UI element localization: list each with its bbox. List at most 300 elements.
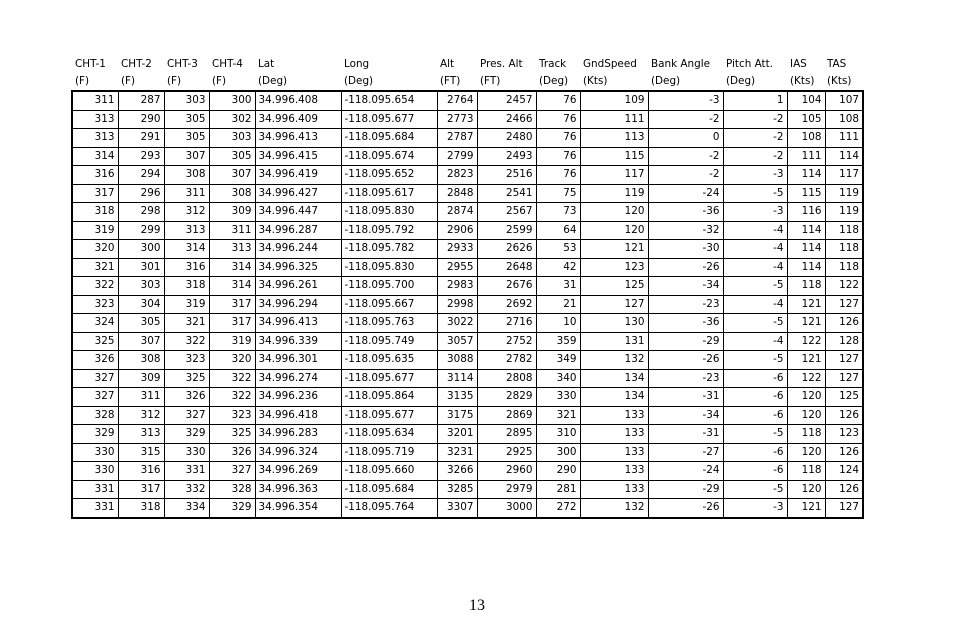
page-number: 13 <box>469 597 485 614</box>
table-cell: 2808 <box>477 369 536 388</box>
table-cell: 2676 <box>477 277 536 296</box>
table-cell: 322 <box>72 277 118 296</box>
table-cell: -30 <box>648 240 723 259</box>
table-cell: 111 <box>787 147 825 166</box>
table-cell: -4 <box>723 295 787 314</box>
table-cell: -31 <box>648 388 723 407</box>
table-cell: 118 <box>787 277 825 296</box>
table-row <box>72 295 863 314</box>
table-cell: 322 <box>209 388 255 407</box>
table-cell: 125 <box>580 277 648 296</box>
column-header: CHT-3 <box>167 58 198 70</box>
table-cell: 2457 <box>477 91 536 110</box>
table-cell: 2848 <box>437 184 477 203</box>
table-cell: 326 <box>72 351 118 370</box>
table-cell: 76 <box>536 129 580 148</box>
table-cell: 34.996.409 <box>255 110 341 129</box>
table-cell: 2541 <box>477 184 536 203</box>
table-row <box>72 184 863 203</box>
table-cell: 322 <box>164 332 209 351</box>
table-cell: 126 <box>825 406 863 425</box>
table-cell: -118.095.677 <box>341 369 437 388</box>
table-cell: -118.095.654 <box>341 91 437 110</box>
table-cell: -23 <box>648 369 723 388</box>
table-cell: 313 <box>72 129 118 148</box>
table-cell: 34.996.261 <box>255 277 341 296</box>
table-cell: 298 <box>118 203 164 222</box>
table-cell: 120 <box>580 203 648 222</box>
table-cell: 2979 <box>477 480 536 499</box>
table-cell: -2 <box>723 129 787 148</box>
table-cell: 3088 <box>437 351 477 370</box>
table-cell: 3175 <box>437 406 477 425</box>
table-cell: 305 <box>164 129 209 148</box>
table-cell: -118.095.635 <box>341 351 437 370</box>
table-cell: 117 <box>825 166 863 185</box>
table-cell: 2493 <box>477 147 536 166</box>
table-cell: 114 <box>787 258 825 277</box>
table-cell: 309 <box>209 203 255 222</box>
table-cell: 105 <box>787 110 825 129</box>
table-cell: 2626 <box>477 240 536 259</box>
table-cell: 290 <box>536 462 580 481</box>
table-cell: 34.996.283 <box>255 425 341 444</box>
table-cell: 331 <box>72 480 118 499</box>
table-row <box>72 203 863 222</box>
table-row <box>72 351 863 370</box>
table-cell: -118.095.864 <box>341 388 437 407</box>
column-header: Alt <box>440 58 455 70</box>
table-cell: 34.996.418 <box>255 406 341 425</box>
table-cell: 76 <box>536 166 580 185</box>
table-cell: 34.996.274 <box>255 369 341 388</box>
table-cell: 118 <box>787 425 825 444</box>
table-cell: 307 <box>164 147 209 166</box>
column-unit: (Deg) <box>539 75 569 87</box>
table-row <box>72 277 863 296</box>
table-cell: -118.095.700 <box>341 277 437 296</box>
table-cell: 34.996.363 <box>255 480 341 499</box>
table-cell: 118 <box>825 240 863 259</box>
table-cell: 325 <box>72 332 118 351</box>
table-row <box>72 480 863 499</box>
table-cell: 303 <box>164 91 209 110</box>
table-cell: 311 <box>118 388 164 407</box>
table-row <box>72 110 863 129</box>
table-cell: -3 <box>648 91 723 110</box>
table-cell: 308 <box>209 184 255 203</box>
table-cell: -6 <box>723 388 787 407</box>
table-cell: 118 <box>825 258 863 277</box>
table-cell: 115 <box>580 147 648 166</box>
table-cell: 34.996.301 <box>255 351 341 370</box>
table-cell: 329 <box>72 425 118 444</box>
table-cell: -5 <box>723 351 787 370</box>
table-cell: -6 <box>723 369 787 388</box>
table-cell: -26 <box>648 258 723 277</box>
table-cell: 312 <box>118 406 164 425</box>
table-cell: 1 <box>723 91 787 110</box>
table-cell: 308 <box>164 166 209 185</box>
table-cell: 2925 <box>477 443 536 462</box>
table-cell: -5 <box>723 480 787 499</box>
table-cell: -118.095.652 <box>341 166 437 185</box>
table-cell: 318 <box>164 277 209 296</box>
table-cell: 34.996.269 <box>255 462 341 481</box>
flight-data-table <box>71 56 864 519</box>
header-row-units <box>72 73 863 91</box>
table-cell: 314 <box>72 147 118 166</box>
table-cell: -118.095.830 <box>341 258 437 277</box>
table-cell: 133 <box>580 406 648 425</box>
table-cell: -118.095.792 <box>341 221 437 240</box>
table-cell: -27 <box>648 443 723 462</box>
table-cell: -31 <box>648 425 723 444</box>
table-cell: 126 <box>825 314 863 333</box>
table-cell: -26 <box>648 499 723 518</box>
column-header: Lat <box>258 58 275 70</box>
table-cell: 305 <box>209 147 255 166</box>
column-unit: (Kts) <box>827 75 852 87</box>
table-cell: 120 <box>787 443 825 462</box>
table-cell: 119 <box>825 203 863 222</box>
table-row <box>72 332 863 351</box>
table-cell: 317 <box>209 295 255 314</box>
table-cell: 2933 <box>437 240 477 259</box>
table-cell: -118.095.674 <box>341 147 437 166</box>
table-cell: 287 <box>118 91 164 110</box>
table-cell: 310 <box>536 425 580 444</box>
table-cell: 328 <box>209 480 255 499</box>
table-cell: 328 <box>72 406 118 425</box>
table-cell: 2782 <box>477 351 536 370</box>
table-cell: 291 <box>118 129 164 148</box>
table-cell: 108 <box>825 110 863 129</box>
table-cell: -5 <box>723 184 787 203</box>
table-cell: 2516 <box>477 166 536 185</box>
table-cell: 330 <box>164 443 209 462</box>
table-cell: -4 <box>723 240 787 259</box>
column-unit: (Kts) <box>583 75 608 87</box>
table-cell: 290 <box>118 110 164 129</box>
table-cell: 128 <box>825 332 863 351</box>
table-cell: 2829 <box>477 388 536 407</box>
table-cell: 132 <box>580 351 648 370</box>
table-cell: 330 <box>536 388 580 407</box>
table-cell: 305 <box>118 314 164 333</box>
table-cell: -118.095.763 <box>341 314 437 333</box>
table-cell: 317 <box>72 184 118 203</box>
table-cell: 73 <box>536 203 580 222</box>
table-cell: -118.095.782 <box>341 240 437 259</box>
table-cell: 2955 <box>437 258 477 277</box>
table-cell: 34.996.408 <box>255 91 341 110</box>
table-cell: 309 <box>118 369 164 388</box>
table-cell: 321 <box>164 314 209 333</box>
table-cell: 131 <box>580 332 648 351</box>
table-cell: 34.996.244 <box>255 240 341 259</box>
table-cell: 303 <box>118 277 164 296</box>
column-header: Track <box>539 58 567 70</box>
table-cell: -24 <box>648 184 723 203</box>
table-cell: 302 <box>209 110 255 129</box>
column-header: CHT-1 <box>75 58 106 70</box>
table-cell: 319 <box>209 332 255 351</box>
table-cell: 133 <box>580 443 648 462</box>
table-cell: 318 <box>72 203 118 222</box>
column-unit: (Deg) <box>726 75 756 87</box>
table-cell: 321 <box>72 258 118 277</box>
table-cell: -29 <box>648 332 723 351</box>
table-cell: 34.996.415 <box>255 147 341 166</box>
table-cell: 115 <box>787 184 825 203</box>
table-cell: 2692 <box>477 295 536 314</box>
table-row <box>72 314 863 333</box>
table-cell: 324 <box>72 314 118 333</box>
table-row <box>72 147 863 166</box>
table-cell: 76 <box>536 110 580 129</box>
table-cell: -3 <box>723 166 787 185</box>
table-cell: 34.996.325 <box>255 258 341 277</box>
column-header: GndSpeed <box>583 58 637 70</box>
table-cell: 119 <box>580 184 648 203</box>
table-cell: -36 <box>648 314 723 333</box>
table-cell: 329 <box>164 425 209 444</box>
table-cell: 331 <box>72 499 118 518</box>
table-cell: 34.996.419 <box>255 166 341 185</box>
column-header: TAS <box>827 58 847 70</box>
table-cell: 2752 <box>477 332 536 351</box>
table-row <box>72 388 863 407</box>
table-cell: -36 <box>648 203 723 222</box>
table-cell: 53 <box>536 240 580 259</box>
table-cell: 122 <box>825 277 863 296</box>
column-header: Pres. Alt <box>480 58 523 70</box>
table-cell: 2983 <box>437 277 477 296</box>
table-cell: 3307 <box>437 499 477 518</box>
table-cell: 311 <box>209 221 255 240</box>
table-cell: 316 <box>164 258 209 277</box>
table-cell: 130 <box>580 314 648 333</box>
table-cell: 114 <box>787 221 825 240</box>
table-cell: -4 <box>723 258 787 277</box>
table-cell: 318 <box>118 499 164 518</box>
table-cell: 3114 <box>437 369 477 388</box>
table-cell: 349 <box>536 351 580 370</box>
table-cell: 125 <box>825 388 863 407</box>
table-cell: 299 <box>118 221 164 240</box>
table-cell: 325 <box>164 369 209 388</box>
table-cell: 34.996.427 <box>255 184 341 203</box>
table-cell: 311 <box>72 91 118 110</box>
column-header: Long <box>344 58 370 70</box>
column-unit: (FT) <box>480 75 501 87</box>
table-cell: 320 <box>209 351 255 370</box>
table-cell: 75 <box>536 184 580 203</box>
table-cell: 334 <box>164 499 209 518</box>
column-header: Bank Angle <box>651 58 710 70</box>
column-unit: (Kts) <box>790 75 815 87</box>
table-cell: 2773 <box>437 110 477 129</box>
table-cell: -118.095.749 <box>341 332 437 351</box>
table-cell: -6 <box>723 443 787 462</box>
table-cell: 281 <box>536 480 580 499</box>
table-cell: 2895 <box>477 425 536 444</box>
table-cell: 2799 <box>437 147 477 166</box>
table-cell: 332 <box>164 480 209 499</box>
table-cell: 331 <box>164 462 209 481</box>
column-unit: (Deg) <box>258 75 288 87</box>
table-cell: 323 <box>164 351 209 370</box>
table-cell: 34.996.354 <box>255 499 341 518</box>
table-cell: -118.095.667 <box>341 295 437 314</box>
table-cell: 10 <box>536 314 580 333</box>
table-cell: 3135 <box>437 388 477 407</box>
table-cell: -23 <box>648 295 723 314</box>
table-cell: 314 <box>209 258 255 277</box>
table-cell: 31 <box>536 277 580 296</box>
table-cell: 2960 <box>477 462 536 481</box>
table-row <box>72 240 863 259</box>
table-cell: 64 <box>536 221 580 240</box>
table-cell: 301 <box>118 258 164 277</box>
table-cell: 21 <box>536 295 580 314</box>
table-cell: 127 <box>825 351 863 370</box>
table-cell: 107 <box>825 91 863 110</box>
table-cell: -118.095.677 <box>341 110 437 129</box>
column-unit: (FT) <box>440 75 461 87</box>
table-cell: 117 <box>580 166 648 185</box>
table-cell: -5 <box>723 314 787 333</box>
table-cell: -118.095.677 <box>341 406 437 425</box>
table-cell: 121 <box>787 295 825 314</box>
table-cell: 111 <box>580 110 648 129</box>
table-cell: 76 <box>536 147 580 166</box>
table-cell: -6 <box>723 406 787 425</box>
table-cell: 2716 <box>477 314 536 333</box>
table-cell: 3000 <box>477 499 536 518</box>
table-cell: 127 <box>825 499 863 518</box>
table-cell: 327 <box>72 369 118 388</box>
table-cell: 320 <box>72 240 118 259</box>
column-unit: (Deg) <box>651 75 681 87</box>
table-cell: 111 <box>825 129 863 148</box>
table-cell: 34.996.294 <box>255 295 341 314</box>
table-cell: 321 <box>536 406 580 425</box>
table-cell: 304 <box>118 295 164 314</box>
table-cell: 134 <box>580 369 648 388</box>
table-row <box>72 406 863 425</box>
table-cell: 120 <box>787 388 825 407</box>
table-cell: 307 <box>209 166 255 185</box>
table-cell: -118.095.764 <box>341 499 437 518</box>
table-cell: 317 <box>118 480 164 499</box>
table-cell: 300 <box>118 240 164 259</box>
column-unit: (Deg) <box>344 75 374 87</box>
table-cell: 34.996.413 <box>255 314 341 333</box>
table-cell: 108 <box>787 129 825 148</box>
table-cell: 42 <box>536 258 580 277</box>
table-cell: 118 <box>825 221 863 240</box>
table-cell: -3 <box>723 203 787 222</box>
table-cell: 2599 <box>477 221 536 240</box>
table-row <box>72 425 863 444</box>
table-cell: 3266 <box>437 462 477 481</box>
table-cell: 3057 <box>437 332 477 351</box>
table-cell: -118.095.684 <box>341 480 437 499</box>
table-cell: 314 <box>209 277 255 296</box>
table-cell: 316 <box>118 462 164 481</box>
table-cell: 133 <box>580 480 648 499</box>
table-cell: -2 <box>648 147 723 166</box>
table-cell: 300 <box>209 91 255 110</box>
table-cell: -118.095.719 <box>341 443 437 462</box>
table-cell: 311 <box>164 184 209 203</box>
table-cell: 308 <box>118 351 164 370</box>
table-cell: -26 <box>648 351 723 370</box>
table-cell: 2906 <box>437 221 477 240</box>
table-row <box>72 129 863 148</box>
table-cell: 327 <box>72 388 118 407</box>
table-cell: 327 <box>209 462 255 481</box>
table-cell: 126 <box>825 443 863 462</box>
table-cell: 2648 <box>477 258 536 277</box>
table-cell: 34.996.413 <box>255 129 341 148</box>
table-cell: 126 <box>825 480 863 499</box>
column-header: CHT-4 <box>212 58 243 70</box>
table-cell: -118.095.634 <box>341 425 437 444</box>
table-cell: 293 <box>118 147 164 166</box>
table-cell: 113 <box>580 129 648 148</box>
table-cell: 2764 <box>437 91 477 110</box>
table-cell: 122 <box>787 332 825 351</box>
table-cell: -5 <box>723 425 787 444</box>
table-cell: -118.095.617 <box>341 184 437 203</box>
column-header: IAS <box>790 58 807 70</box>
table-cell: 313 <box>72 110 118 129</box>
table-row <box>72 443 863 462</box>
table-cell: 272 <box>536 499 580 518</box>
table-cell: 330 <box>72 462 118 481</box>
table-body <box>72 91 863 518</box>
table-cell: 127 <box>580 295 648 314</box>
table-cell: -3 <box>723 499 787 518</box>
table-cell: 313 <box>118 425 164 444</box>
table-cell: 312 <box>164 203 209 222</box>
table-cell: 2823 <box>437 166 477 185</box>
table-cell: 2869 <box>477 406 536 425</box>
table-cell: 34.996.236 <box>255 388 341 407</box>
table-cell: 2787 <box>437 129 477 148</box>
table-cell: 133 <box>580 425 648 444</box>
table-cell: 34.996.447 <box>255 203 341 222</box>
table-row <box>72 462 863 481</box>
table-cell: 3285 <box>437 480 477 499</box>
table-cell: 127 <box>825 369 863 388</box>
table-row <box>72 369 863 388</box>
table-cell: 2874 <box>437 203 477 222</box>
table-cell: 123 <box>580 258 648 277</box>
table-cell: 120 <box>787 406 825 425</box>
table-row <box>72 221 863 240</box>
table-cell: -2 <box>723 110 787 129</box>
table-row <box>72 91 863 110</box>
table-row <box>72 499 863 518</box>
table-cell: 124 <box>825 462 863 481</box>
table-cell: 327 <box>164 406 209 425</box>
table-cell: 121 <box>787 314 825 333</box>
table-header <box>72 56 863 91</box>
